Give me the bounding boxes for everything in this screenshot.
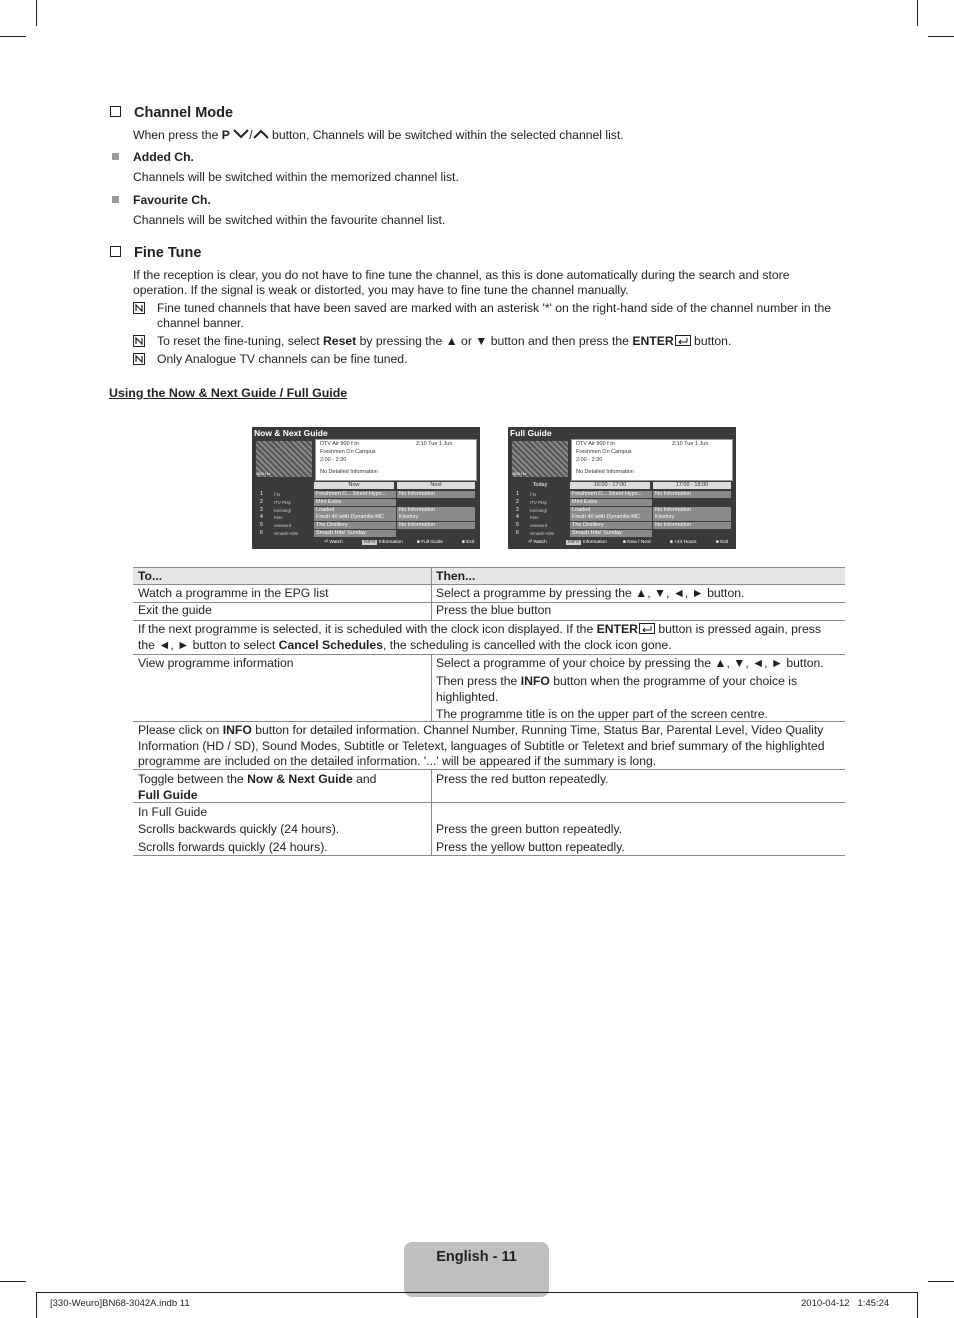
epg-channel-name: Smash Hits! xyxy=(274,531,299,536)
epg-programme-next: No Information xyxy=(397,507,475,514)
note-icon xyxy=(133,302,145,314)
epg-programme-now: Fresh 40 with Dynamite MC xyxy=(314,514,396,521)
table-cell: Scrolls forwards quickly (24 hours). xyxy=(138,840,328,854)
epg-programme-now: Freshmen O... Street Hypn... xyxy=(314,491,396,498)
favourite-ch-text: Channels will be switched within the favourite channel list. xyxy=(133,213,446,227)
bullet-icon xyxy=(112,196,119,203)
epg-channel-number: 6 xyxy=(260,530,263,536)
table-cell: View programme information xyxy=(138,656,294,670)
note-icon xyxy=(133,335,145,347)
crop-mark xyxy=(0,36,26,37)
crop-mark xyxy=(917,0,918,26)
epg-channel-number: 4 xyxy=(260,514,263,521)
bullet-icon xyxy=(112,153,119,160)
epg-footer-watch: ⏎ Watch xyxy=(324,540,343,545)
epg-channel-row[interactable] xyxy=(256,499,476,506)
epg-channel-number: 5 xyxy=(516,522,519,529)
epg-programme-next: No Information xyxy=(397,491,475,498)
enter-icon xyxy=(639,623,655,634)
table-note-info: Please click on INFO button for detailed information. Channel Number, Running Time, Status Bar, Parental Level, Video Quality Information (HD / SD), Sound Modes, Subtitle or Teletext, languages of Subtitle or Teletext and brief summary of the highlighted programme are included on the detailed information. '...' will be appeared if the summary is long. xyxy=(138,723,825,768)
epg-programme-next: No Information xyxy=(653,507,731,514)
channel-mode-intro: When press the P / button, Channels will be switched within the selected channel list. xyxy=(133,128,624,142)
fine-tune-heading: Fine Tune xyxy=(110,245,201,261)
epg-channel-name: Kerrang! xyxy=(530,507,548,513)
epg-programme-now: The Distillery xyxy=(570,522,652,529)
epg-channel-number: 3 xyxy=(516,506,519,513)
epg-channel-number: 1 xyxy=(516,491,519,497)
epg-programme-next: No Information xyxy=(397,522,475,529)
favourite-ch-title: Favourite Ch. xyxy=(133,193,211,207)
table-header-to: To... xyxy=(138,569,163,583)
epg-footer-plus24: ■ +24 Hours xyxy=(670,540,697,545)
epg-channel-name: oneword xyxy=(530,523,548,529)
epg-channel-number: 2 xyxy=(260,498,263,505)
epg-col-slot1: 16:00 - 17:00 xyxy=(570,482,650,489)
table-cell: Select a programme by pressing the ▲, ▼, ◄, ► button. xyxy=(436,586,745,600)
epg-footer-mode: ■ Full Guide xyxy=(417,540,444,545)
chevron-up-icon xyxy=(253,129,269,139)
table-cell: Watch a programme in the EPG list xyxy=(138,586,329,600)
epg-title: Now & Next Guide xyxy=(254,428,328,438)
table-cell: In Full Guide xyxy=(138,805,208,819)
page-number-tab: English - 11 xyxy=(404,1242,549,1297)
note-analogue: Only Analogue TV channels can be fine tuned. xyxy=(157,352,408,366)
channel-mode-heading: Channel Mode xyxy=(110,105,233,121)
epg-channel-row[interactable] xyxy=(512,499,732,506)
epg-programme-next xyxy=(397,530,475,537)
epg-channel-row[interactable] xyxy=(256,530,476,537)
table-cell: Press the green button repeatedly. xyxy=(436,822,623,836)
epg-programme-next: Kisstory xyxy=(397,514,475,521)
epg-channel-number: 3 xyxy=(260,506,263,513)
crop-mark xyxy=(917,1292,918,1318)
epg-channel-row[interactable] xyxy=(256,507,476,514)
epg-channel-row[interactable] xyxy=(512,514,732,521)
epg-programme-now: The Distillery xyxy=(314,522,396,529)
epg-programme-next xyxy=(653,530,731,537)
epg-title: Full Guide xyxy=(510,428,552,438)
crop-mark xyxy=(0,1281,26,1282)
epg-footer-exit: ■ Exit xyxy=(716,540,729,545)
footer-rule xyxy=(36,1292,918,1293)
epg-footer-watch: ⏎ Watch xyxy=(528,540,547,545)
epg-channel-row[interactable] xyxy=(256,491,476,498)
epg-preview-thumbnail: 900 f tn xyxy=(512,441,568,477)
crop-mark xyxy=(36,1292,37,1318)
table-cell: Press the blue button xyxy=(436,603,552,617)
epg-footer-mode: ■ Now / Next xyxy=(623,540,651,545)
epg-channel-row[interactable] xyxy=(256,522,476,529)
epg-channel-row[interactable] xyxy=(512,530,732,537)
epg-programme-now: Mint Extra xyxy=(314,499,396,506)
epg-channel-name: Smash Hits! xyxy=(530,531,555,536)
epg-programme-now: Loaded xyxy=(314,507,396,514)
fine-tune-para-line2: operation. If the signal is weak or distorted, you may have to fine tune the channel manually. xyxy=(133,283,629,297)
chevron-down-icon xyxy=(233,129,249,139)
epg-channel-name: f tn xyxy=(530,492,537,497)
epg-channel-number: 4 xyxy=(516,514,519,521)
epg-channel-name: ITV Play xyxy=(530,499,548,505)
epg-channel-row[interactable] xyxy=(512,522,732,529)
epg-channel-name: oneword xyxy=(274,523,292,529)
epg-programme-now: Smash Hits! Sunday xyxy=(314,530,396,537)
epg-channel-name: Kiss xyxy=(530,515,539,521)
table-header-then: Then... xyxy=(436,569,476,583)
added-ch-text: Channels will be switched within the memorized channel list. xyxy=(133,170,459,184)
epg-programme-now: Freshmen O... Street Hypn... xyxy=(570,491,652,498)
table-cell: Exit the guide xyxy=(138,603,212,617)
epg-col-now: Now xyxy=(314,482,394,489)
epg-channel-number: 1 xyxy=(260,491,263,497)
epg-col-slot2: 17:00 - 18:00 xyxy=(653,482,731,489)
epg-channel-name: Kiss xyxy=(274,515,283,521)
footer-timestamp: 2010-04-12 1:45:24 xyxy=(801,1298,890,1309)
epg-channel-name: Kerrang! xyxy=(274,507,292,513)
epg-programme-now: Mint Extra xyxy=(570,499,652,506)
full-guide-screen xyxy=(508,427,736,549)
epg-channel-row[interactable] xyxy=(256,514,476,521)
table-header-row xyxy=(133,568,845,584)
epg-programme-now: Loaded xyxy=(570,507,652,514)
crop-mark xyxy=(36,0,37,26)
table-cell: Press the yellow button repeatedly. xyxy=(436,840,625,854)
epg-programme-now: Smash Hits! Sunday xyxy=(570,530,652,537)
table-cell: Toggle between the Now & Next Guide and Full Guide xyxy=(138,772,377,802)
epg-channel-number: 2 xyxy=(516,498,519,505)
epg-preview-thumbnail: 900 f tn xyxy=(256,441,312,477)
epg-programme-now: Fresh 40 with Dynamite MC xyxy=(570,514,652,521)
checkbox-icon xyxy=(110,106,121,117)
added-ch-title: Added Ch. xyxy=(133,150,194,164)
fine-tune-para-line1: If the reception is clear, you do not have to fine tune the channel, as this is done automatically during the search and store xyxy=(133,268,790,282)
note-asterisk-line2: channel banner. xyxy=(157,316,244,330)
footer-file-info: [330-Weuro]BN68-3042A.indb 11 xyxy=(50,1298,190,1309)
table-cell: Then press the INFO button when the programme of your choice is highlighted. xyxy=(436,674,798,704)
note-reset: To reset the fine-tuning, select Reset by pressing the ▲ or ▼ button and then press the ENTER button. xyxy=(157,334,732,348)
table-cell: Select a programme of your choice by pressing the ▲, ▼, ◄, ► button. xyxy=(436,656,824,670)
enter-icon xyxy=(675,335,691,346)
epg-footer-info: INFO Information xyxy=(364,540,403,545)
guide-subheading: Using the Now & Next Guide / Full Guide xyxy=(109,386,348,400)
checkbox-icon xyxy=(110,246,121,257)
epg-col-next: Next xyxy=(397,482,475,489)
now-next-guide-screen xyxy=(252,427,480,549)
crop-mark xyxy=(928,36,954,37)
epg-programme-next: No Information xyxy=(653,522,731,529)
note-asterisk-line1: Fine tuned channels that have been saved are marked with an asterisk '*' on the right-hand side of the channel number in the xyxy=(157,301,832,315)
epg-col-today: Today xyxy=(532,482,548,488)
epg-footer-exit: ■ Exit xyxy=(462,540,475,545)
epg-programme-next: Kisstory xyxy=(653,514,731,521)
table-cell: Scrolls backwards quickly (24 hours). xyxy=(138,822,340,836)
epg-channel-name: f tn xyxy=(274,492,281,497)
table-cell: The programme title is on the upper part of the screen centre. xyxy=(436,707,768,721)
epg-channel-row[interactable] xyxy=(512,507,732,514)
epg-channel-number: 5 xyxy=(260,522,263,529)
epg-programme-next: No Information xyxy=(653,491,731,498)
epg-channel-row[interactable] xyxy=(512,491,732,498)
table-cell: Press the red button repeatedly. xyxy=(436,772,609,786)
crop-mark xyxy=(928,1281,954,1282)
note-icon xyxy=(133,353,145,365)
epg-info-panel: DTV Air 900 f tn 2:10 Tue 1 Jun Freshmen On Campus 2:00 - 2:30 No Detailed Information xyxy=(315,439,477,481)
epg-channel-number: 6 xyxy=(516,530,519,536)
epg-programme-next xyxy=(653,499,731,506)
epg-footer-info: INFO Information xyxy=(568,540,607,545)
table-note-schedule: If the next programme is selected, it is scheduled with the clock icon displayed. If the ENTER button is pressed again, press the ◄, ► button to select Cancel Schedules, the scheduling is cancelled with the clock icon gone. xyxy=(138,622,821,652)
epg-info-panel: DTV Air 900 f tn 2:10 Tue 1 Jun Freshmen On Campus 2:00 - 2:30 No Detailed Information xyxy=(571,439,733,481)
epg-programme-next xyxy=(397,499,475,506)
epg-channel-name: ITV Play xyxy=(274,499,292,505)
